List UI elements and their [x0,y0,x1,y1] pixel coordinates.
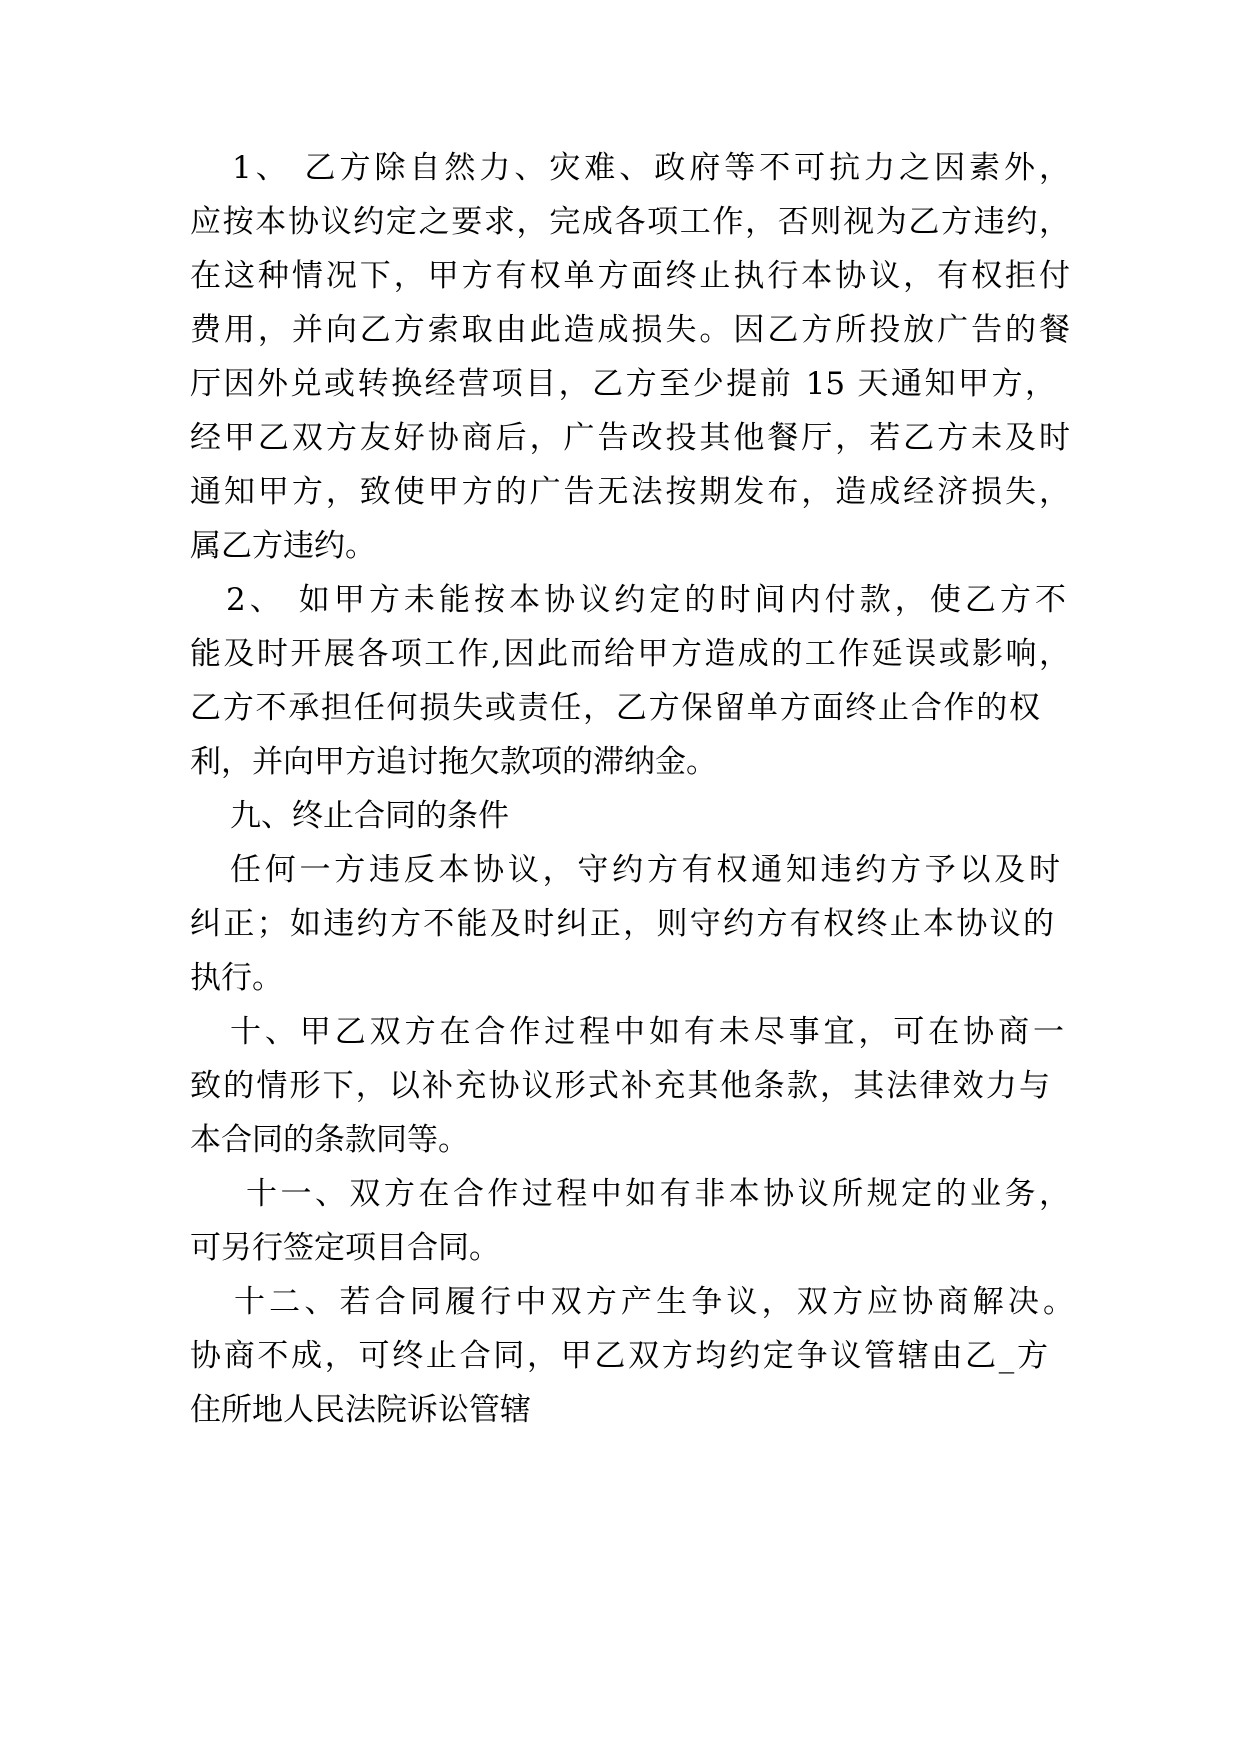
section-10-line-1: 十、甲乙双方在合作过程中如有未尽事宜，可在协商一 [230,1014,1064,1050]
clause-2-line-4: 利，并向甲方追讨拖欠款项的滞纳金。 [190,744,717,780]
clause-1-line-7: 通知甲方，致使甲方的广告无法按期发布，造成经济损失， [190,474,1070,510]
section-9-heading: 九、终止合同的条件 [230,798,509,834]
clause-2-line-3: 乙方不承担任何损失或责任，乙方保留单方面终止合作的权 [190,690,1040,726]
clause-2-line-1: 2、 如甲方未能按本协议约定的时间内付款，使乙方不 [226,582,1066,618]
section-11-line-2: 可另行签定项目合同。 [190,1230,500,1266]
section-9-line-3: 执行。 [190,960,283,996]
section-11-line-1: 十一、双方在合作过程中如有非本协议所规定的业务， [246,1176,1070,1212]
clause-1-line-5: 厅因外兑或转换经营项目，乙方至少提前 15 天通知甲方， [190,366,1056,402]
clause-1-line-8: 属乙方违约。 [190,528,376,564]
section-12-line-2: 协商不成，可终止合同，甲乙双方均约定争议管辖由乙_方 [190,1338,1048,1374]
section-10-line-2: 致的情形下，以补充协议形式补充其他条款，其法律效力与 [190,1068,1050,1104]
clause-1-line-1: 1、 乙方除自然力、灾难、政府等不可抗力之因素外， [232,150,1070,186]
clause-1-line-2: 应按本协议约定之要求，完成各项工作，否则视为乙方违约， [190,204,1070,240]
section-9-line-1: 任何一方违反本协议，守约方有权通知违约方予以及时 [230,852,1060,888]
clause-2-line-2: 能及时开展各项工作,因此而给甲方造成的工作延误或影响， [190,636,1070,672]
section-9-line-2: 纠正；如违约方不能及时纠正，则守约方有权终止本协议的 [190,906,1054,942]
clause-1-line-3: 在这种情况下，甲方有权单方面终止执行本协议，有权拒付 [190,258,1070,294]
section-12-line-3: 住所地人民法院诉讼管辖 [190,1392,531,1428]
clause-1-line-6: 经甲乙双方友好协商后，广告改投其他餐厅，若乙方未及时 [190,420,1070,456]
section-10-line-3: 本合同的条款同等。 [190,1122,469,1158]
clause-1-line-4: 费用，并向乙方索取由此造成损失。因乙方所投放广告的餐 [190,312,1070,348]
section-12-line-1: 十二、若合同履行中双方产生争议，双方应协商解决。 [234,1284,1074,1320]
